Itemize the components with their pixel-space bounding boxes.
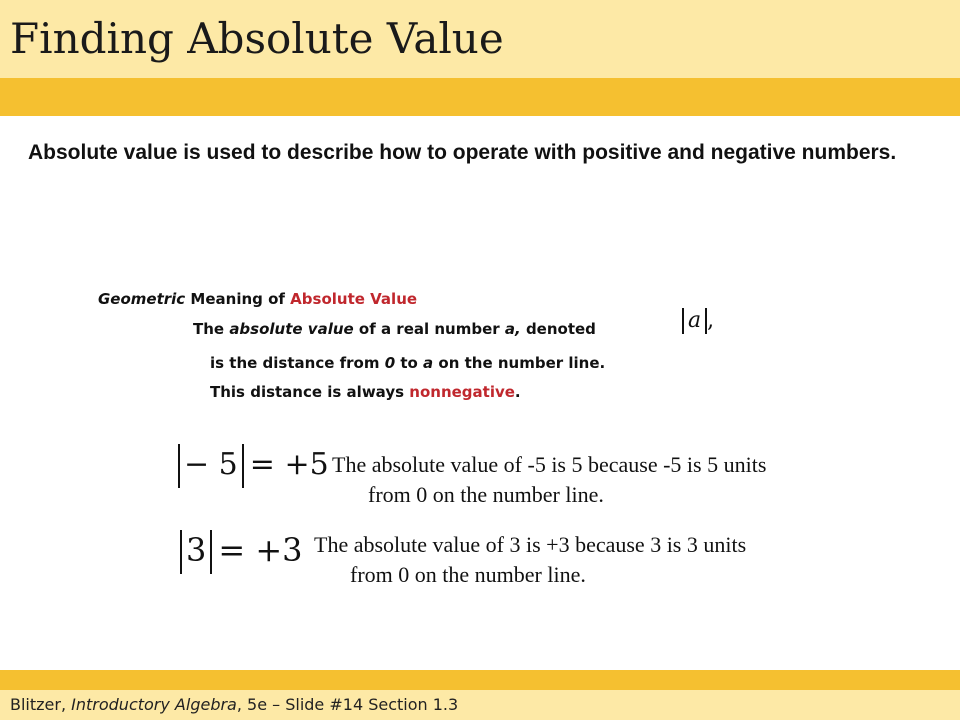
example-2-inner: 3 <box>186 530 207 569</box>
nonnegative-word: nonnegative <box>409 383 515 401</box>
example-1-text-line-1: The absolute value of -5 is 5 because -5 is 5 units <box>332 452 767 477</box>
definition-line-2 <box>210 354 605 372</box>
def-text-denoted: denoted <box>520 320 596 338</box>
footer-band <box>0 670 960 690</box>
footer-author: Blitzer, <box>10 695 72 714</box>
def2-text-zero: 0 <box>384 354 396 372</box>
def-text-real-number: of a real number <box>353 320 505 338</box>
def3-text: This distance is always <box>210 383 410 401</box>
example-2-text-line-2: from 0 on the number line. <box>350 562 586 587</box>
slide-title: Finding Absolute Value <box>10 14 504 63</box>
example-1-equation <box>178 444 329 488</box>
example-2-equation <box>180 530 303 574</box>
def-text-absolute-value: absolute value <box>229 320 354 338</box>
def2-text-to: to <box>395 354 424 372</box>
example-1-text-line-2: from 0 on the number line. <box>368 482 604 507</box>
footer-citation <box>10 695 458 714</box>
example-1-result: = +5 <box>249 447 329 482</box>
def-text-a: a, <box>504 320 521 338</box>
example-2-text-line-1: The absolute value of 3 is +3 because 3 is 3 units <box>314 532 747 557</box>
title-underline-band <box>0 78 960 116</box>
absolute-value-heading: Absolute Value <box>290 290 418 308</box>
def2-text-a-var: a <box>423 354 434 372</box>
notation-comma: , <box>707 308 715 333</box>
notation-variable: a <box>688 308 702 333</box>
def2-text-end: on the number line. <box>433 354 606 372</box>
intro-text: Absolute value is used to describe how to operate with positive and negative numbers. <box>28 141 897 164</box>
absolute-value-notation <box>682 308 714 334</box>
geometric-word: Geometric <box>98 290 186 308</box>
geometric-heading <box>98 290 417 308</box>
definition-line-3 <box>210 383 521 401</box>
example-2-result: = +3 <box>218 530 303 569</box>
def-text-the: The <box>193 320 230 338</box>
example-1-inner: − 5 <box>184 447 238 482</box>
def3-period: . <box>514 383 521 401</box>
footer-slide-info: , 5e – Slide #14 Section 1.3 <box>236 695 459 714</box>
meaning-of-text: Meaning of <box>185 290 291 308</box>
def2-text-a: is the distance from <box>210 354 385 372</box>
footer-book-title: Introductory Algebra <box>71 695 237 714</box>
definition-line-1 <box>193 320 596 338</box>
